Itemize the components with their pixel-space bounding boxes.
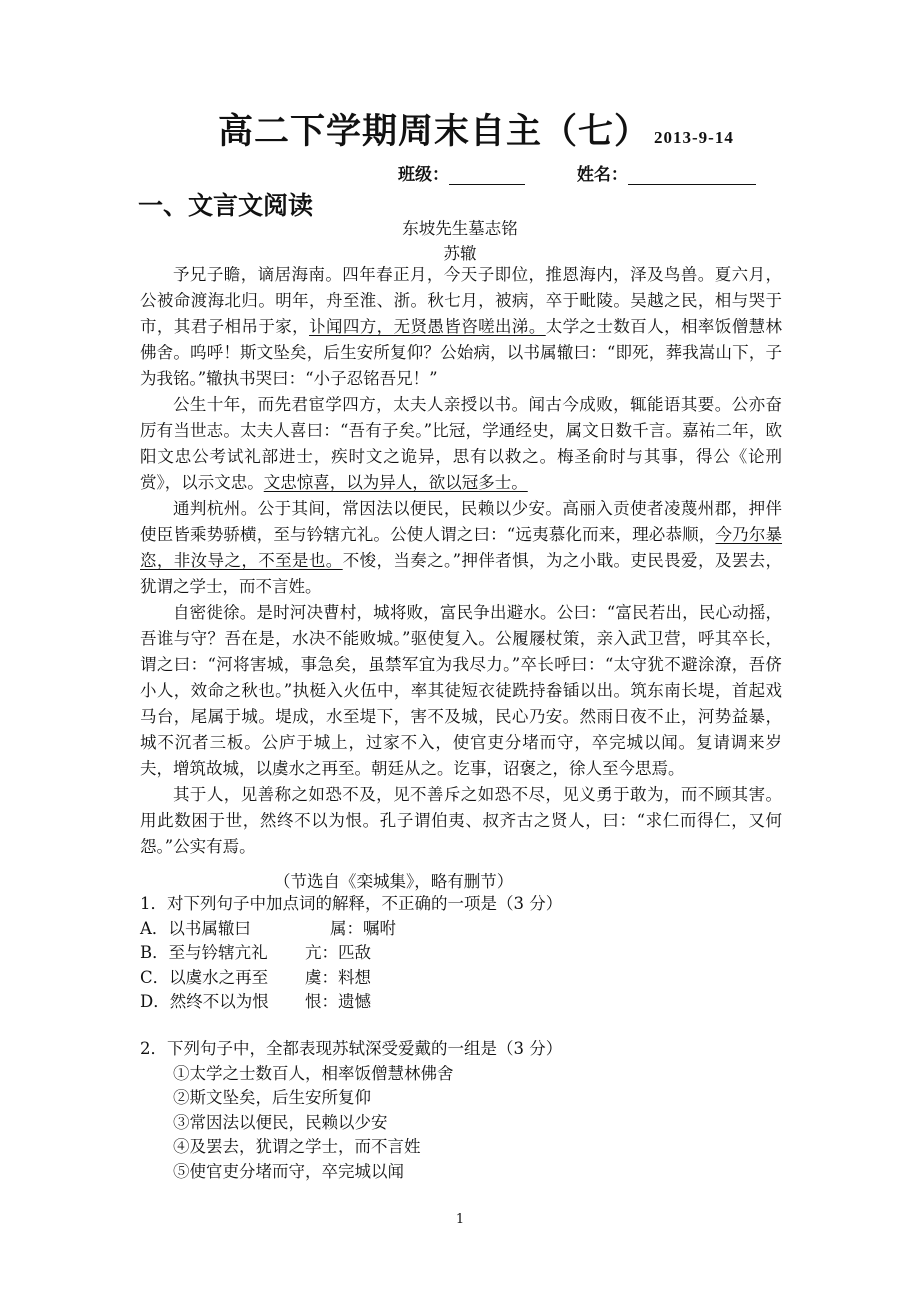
class-label: 班级： <box>398 165 449 185</box>
statement-3: ③常因法以便民，民赖以少安 <box>173 1112 388 1132</box>
paragraph-4: 自密徙徐。是时河决曹村，城将败，富民争出避水。公曰：“富民若出，民心动摇，吾谁与守？吾在是，水决不能败城。”驱使复入。公履屦杖策，亲入武卫营，呼其卒长，谓之曰：“河将害城，事急矣，虽禁军宜为我尽力。”卒长呼曰：“太守犹不避涂潦，吾侪小人，效命之秋也。”执梃入火伍中，率其徒短衣徒跣持畚锸以出。筑东南长堤，首起戏马台，尾属于城。堤成，水至堤下，害不及城，民心乃安。然雨日夜不止，河势益暴，城不沉者三板。公庐于城上，过家不入，使官吏分堵而守，卒完城以闻。复请调来岁夫，增筑故城，以虞水之再至。朝廷从之。讫事，诏褒之，徐人至今思焉。 <box>140 603 782 778</box>
option-b: B．至与钤辖亢礼 亢：匹敌 <box>140 943 371 963</box>
page-number: 1 <box>455 1212 465 1227</box>
underlined-sentence-1: 讣闻四方，无贤愚皆咨嗟出涕。 <box>309 317 546 336</box>
underlined-sentence-2: 文忠惊喜，以为异人，欲以冠多士。 <box>263 473 528 492</box>
title-text: 高二下学期周末自主（七） <box>218 112 651 152</box>
paragraph-2: 公生十年，而先君宦学四方，太夫人亲授以书。闻古今成败，辄能语其要。公亦奋厉有当世志。太夫人喜曰：“吾有子矣。”比冠，学通经史，属文日数千言。嘉祐二年，欧阳文忠公考试礼部进士，疾时文之诡异，思有以救之。梅圣俞时与其事，得公《论刑赏》，以示文忠。文忠惊喜，以为异人，欲以冠多士。 <box>140 395 782 492</box>
paragraph-3: 通判杭州。公于其间，常因法以便民，民赖以少安。高丽入贡使者凌蔑州郡，押伴使臣皆乘势骄横，至与钤辖亢礼。公使人谓之曰：“远夷慕化而来，理必恭顺，今乃尔暴恣，非汝导之，不至是也。不悛，当奏之。”押伴者惧，为之小戢。吏民畏爱，及罢去，犹谓之学士，而不言姓。 <box>140 499 783 596</box>
statement-1: ①太学之士数百人，相率饭僧慧林佛舍 <box>173 1063 454 1083</box>
question-2 <box>140 1037 562 1185</box>
page-title <box>218 104 734 154</box>
paragraph-5: 其于人，见善称之如恐不及，见不善斥之如恐不尽，见义勇于敢为，而不顾其害。用此数困于世，然终不以为恨。孔子谓伯夷、叔齐古之贤人，曰：“求仁而得仁，又何怨。”公实有焉。 <box>140 785 782 856</box>
option-a: A．以书属辙曰 属：嘱咐 <box>140 918 396 938</box>
article-title: 东坡先生墓志铭 <box>402 219 518 238</box>
option-c: C．以虞水之再至 虞：料想 <box>140 967 371 987</box>
exam-date: 2013-9-14 <box>654 128 734 147</box>
underlined-sentence-3: 今乃尔暴恣，非汝导之，不至是也。 <box>140 525 783 570</box>
passage-source: （节选自《栾城集》，略有删节） <box>274 872 514 891</box>
question-2-stem: 2．下列句子中，全都表现苏轼深受爱戴的一组是（3 分） <box>140 1039 563 1058</box>
question-1 <box>140 892 562 1015</box>
statement-5: ⑤使官吏分堵而守，卒完城以闻 <box>173 1161 404 1181</box>
name-label: 姓名： <box>576 165 628 185</box>
article-author: 苏辙 <box>443 244 477 263</box>
option-d: D．然终不以为恨 恨：遗憾 <box>140 992 371 1012</box>
student-info <box>398 160 756 185</box>
name-blank <box>628 166 756 185</box>
section-heading: 一、文言文阅读 <box>138 191 314 220</box>
passage <box>140 262 782 860</box>
class-blank <box>449 166 525 185</box>
paragraph-1: 予兄子瞻，谪居海南。四年春正月，今天子即位，推恩海内，泽及鸟兽。夏六月，公被命渡海北归。明年，舟至淮、浙。秋七月，被病，卒于毗陵。吴越之民，相与哭于市，其君子相吊于家，讣闻四方，无贤愚皆咨嗟出涕。太学之士数百人，相率饭僧慧林佛舍。呜呼！斯文坠矣，后生安所复仰？公始病，以书属辙曰：“即死，葬我嵩山下，子为我铭。”辙执书哭曰：“小子忍铭吾兄！” <box>140 265 783 388</box>
question-1-stem: 1．对下列句子中加点词的解释，不正确的一项是（3 分） <box>140 894 563 913</box>
statement-2: ②斯文坠矣，后生安所复仰 <box>173 1088 371 1108</box>
statement-4: ④及罢去，犹谓之学士，而不言姓 <box>173 1137 421 1157</box>
